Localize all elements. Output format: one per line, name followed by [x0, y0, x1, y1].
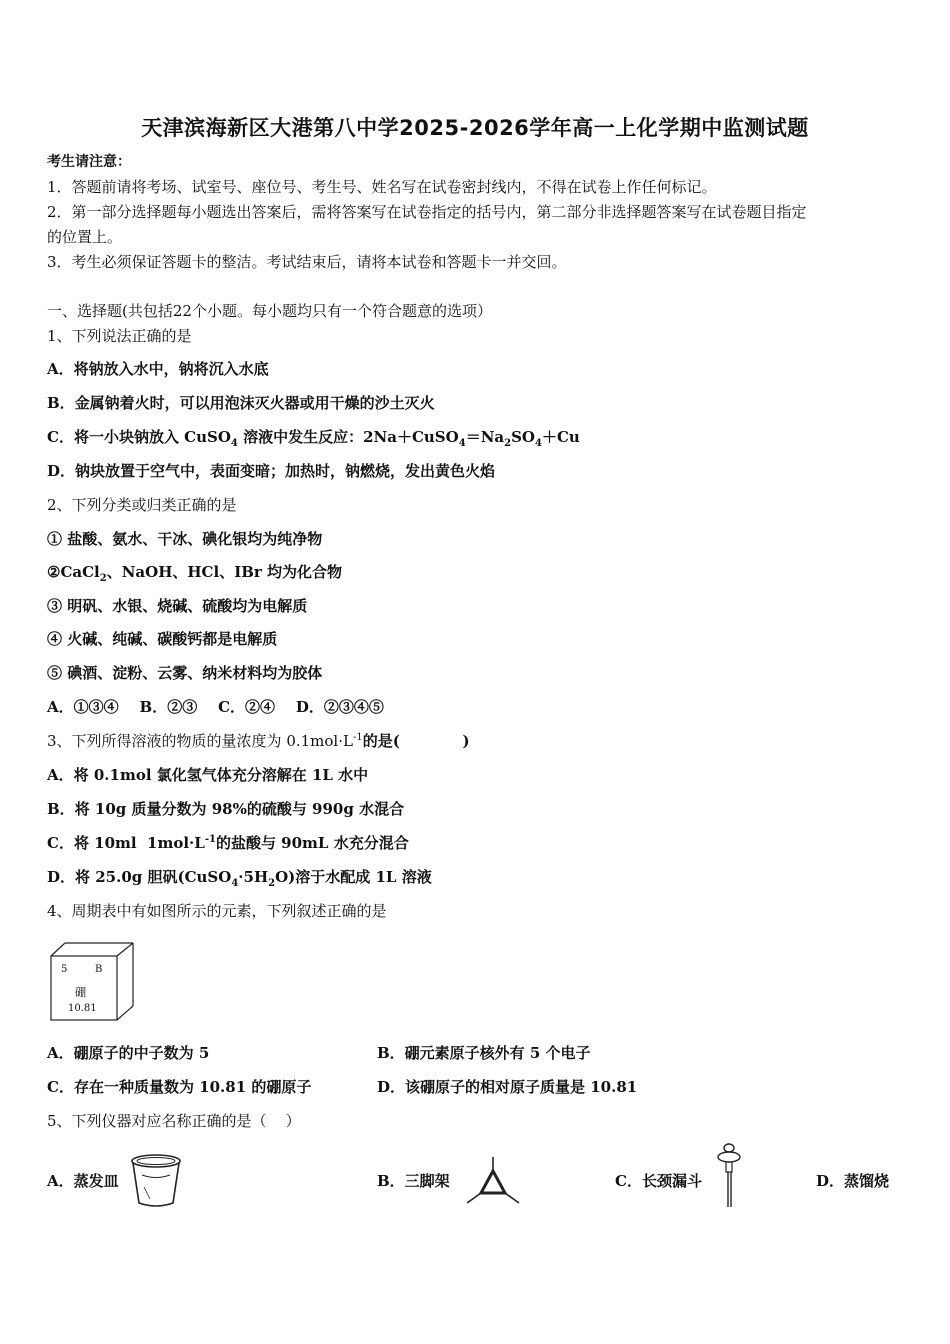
element-mass: 10.81 [68, 1003, 97, 1014]
element-symbol: B [95, 964, 103, 975]
notice-item-2-cont: 的位置上。 [47, 228, 123, 246]
notice-item-3: 3．考生必须保证答题卡的整洁。考试结束后，请将本试卷和答题卡一并交回。 [47, 253, 567, 271]
q2-statement-2: ②CaCl$_2$、NaOH、HCl、IBr 均为化合物 [47, 563, 343, 584]
q3-stem: 3、下列所得溶液的物质的量浓度为 $0.1mol\cdot L^{-1}$的是( ) [47, 732, 470, 750]
q1-option-c: C．将一小块钠放入 CuSO$_4$ 溶液中发生反应：$2Na+CuSO_4=Na_2SO_4+Cu$ [47, 428, 580, 449]
q5-stem: 5、下列仪器对应名称正确的是（ ） [47, 1112, 301, 1130]
q4-option-d: D．该硼原子的相对原子质量是 10.81 [377, 1078, 638, 1096]
q4-stem: 4、周期表中有如图所示的元素，下列叙述正确的是 [47, 902, 387, 920]
section-heading: 一、选择题(共包括22个小题。每小题均只有一个符合题意的选项） [47, 302, 492, 320]
q3-option-a: A．将 0.1mol 氯化氢气体充分溶解在 1L 水中 [47, 766, 369, 784]
q4-option-b: B．硼元素原子核外有 5 个电子 [377, 1044, 591, 1062]
beaker-like-vessel-icon [130, 1153, 182, 1209]
notice-item-1: 1．答题前请将考场、试室号、座位号、考生号、姓名写在试卷密封线内，不得在试卷上作任何标记。 [47, 178, 717, 196]
q1-option-a: A．将钠放入水中，钠将沉入水底 [47, 360, 269, 378]
q2-statement-4: ④ 火碱、纯碱、碳酸钙都是电解质 [47, 630, 278, 648]
q5-option-d: D．蒸馏烧 [816, 1172, 890, 1190]
q2-statement-5: ⑤ 碘酒、淀粉、云雾、纳米材料均为胶体 [47, 664, 323, 682]
q1-option-b: B．金属钠着火时，可以用泡沫灭火器或用干燥的沙土灭火 [47, 394, 435, 412]
element-name: 硼 [75, 986, 86, 999]
q1-stem: 1、下列说法正确的是 [47, 327, 192, 345]
q5-option-a: A．蒸发皿 [47, 1172, 119, 1190]
q1-option-d: D．钠块放置于空气中，表面变暗；加热时，钠燃烧，发出黄色火焰 [47, 462, 496, 480]
q5-option-c: C．长颈漏斗 [615, 1172, 702, 1190]
q4-option-c: C．存在一种质量数为 10.81 的硼原子 [47, 1078, 312, 1096]
q2-stem: 2、下列分类或归类正确的是 [47, 496, 237, 514]
q5-option-b: B．三脚架 [377, 1172, 450, 1190]
q2-options: A．①③④ B．②③ C．②④ D．②③④⑤ [47, 698, 384, 716]
q3-option-b: B．将 10g 质量分数为 98%的硫酸与 990g 水混合 [47, 800, 405, 818]
notice-item-2: 2．第一部分选择题每小题选出答案后，需将答案写在试卷指定的括号内，第二部分非选择题答案写在试卷题目指定 [47, 203, 807, 221]
page-title: 天津滨海新区大港第八中学2025-2026学年高一上化学期中监测试题 [141, 116, 809, 140]
q3-option-d: D．将 25.0g 胆矾$(CuSO_4\cdot 5H_2O)$溶于水配成 1L 溶液 [47, 868, 432, 889]
long-neck-funnel-icon [716, 1143, 742, 1209]
notice-heading: 考生请注意： [47, 154, 131, 170]
tripod-stand-icon [465, 1157, 521, 1205]
q2-statement-1: ① 盐酸、氨水、干冰、碘化银均为纯净物 [47, 530, 323, 548]
q4-option-a: A．硼原子的中子数为 5 [47, 1044, 210, 1062]
element-number: 5 [61, 964, 68, 975]
q2-statement-3: ③ 明矾、水银、烧碱、硫酸均为电解质 [47, 597, 308, 615]
q3-option-c: C．将 10ml $1mol\cdot L^{-1}$的盐酸与 90mL 水充分混合 [47, 834, 409, 852]
